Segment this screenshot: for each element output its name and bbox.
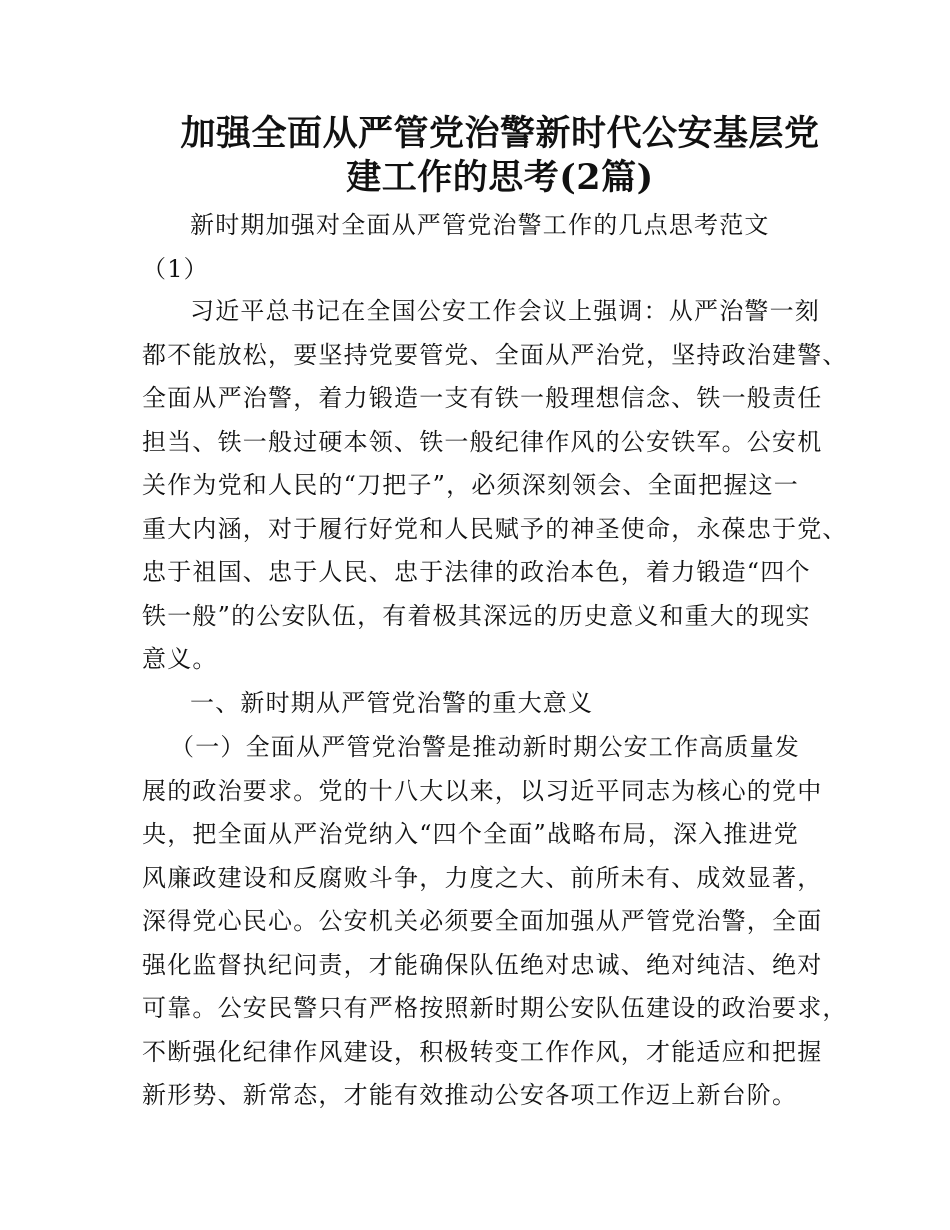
paragraph-2-line: 央，把全面从严治党纳入“四个全面”战略布局，深入推进党: [142, 820, 799, 848]
paragraph-2-line: 展的政治要求。党的十八大以来，以习近平同志为核心的党中: [142, 776, 823, 805]
document-title: [140, 112, 860, 200]
paragraph-2-line: 可靠。公安民警只有严格按照新时期公安队伍建设的政治要求，: [142, 994, 848, 1022]
paragraph-1-line: 习近平总书记在全国公安工作会议上强调：从严治警一刻: [190, 297, 820, 325]
subtitle-line-2: （1）: [142, 254, 209, 283]
paragraph-2-line: 风廉政建设和反腐败斗争，力度之大、前所未有、成效显著，: [142, 863, 823, 892]
title-line-2: 建工作的思考(2篇): [346, 157, 654, 198]
paragraph-1-line: 意义。: [142, 645, 218, 673]
paragraph-1-line: 铁一般”的公安队伍，有着极其深远的历史意义和重大的现实: [142, 601, 811, 630]
paragraph-2-line: 不断强化纪律作风建设，积极转变工作作风，才能适应和把握: [142, 1037, 823, 1066]
paragraph-1-line: 关作为党和人民的“刀把子”，必须深刻领会、全面把握这一: [142, 471, 799, 499]
paragraph-1-line: 全面从严治警，着力锻造一支有铁一般理想信念、铁一般责任: [142, 384, 823, 412]
section-heading-1: [142, 682, 822, 726]
document-subtitle: [142, 204, 822, 291]
subtitle-line-1: 新时期加强对全面从严管党治警工作的几点思考范文: [190, 211, 770, 239]
paragraph-1-line: 忠于祖国、忠于人民、忠于法律的政治本色，着力锻造“四个: [142, 558, 811, 586]
heading-1-text: 一、新时期从严管党治警的重大意义: [190, 689, 594, 717]
paragraph-1-line: 担当、铁一般过硬本领、铁一般纪律作风的公安铁军。公安机: [142, 427, 823, 456]
paragraph-1-line: 重大内涵，对于履行好党和人民赋予的神圣使命，永葆忠于党、: [142, 514, 848, 543]
paragraph-2: [142, 726, 848, 1118]
paragraph-2-line: 新形势、新常态，才能有效推动公安各项工作迈上新台阶。: [142, 1081, 798, 1109]
paragraph-2-line: （一）全面从严管党治警是推动新时期公安工作高质量发: [170, 733, 800, 761]
paragraph-2-line: 深得党心民心。公安机关必须要全面加强从严管党治警，全面: [142, 907, 823, 935]
paragraph-1-line: 都不能放松，要坚持党要管党、全面从严治党，坚持政治建警、: [142, 340, 848, 369]
paragraph-2-line: 强化监督执纪问责，才能确保队伍绝对忠诚、绝对纯洁、绝对: [142, 950, 823, 979]
paragraph-1: [142, 290, 848, 682]
title-line-1: 加强全面从严管党治警新时代公安基层党: [180, 113, 820, 154]
